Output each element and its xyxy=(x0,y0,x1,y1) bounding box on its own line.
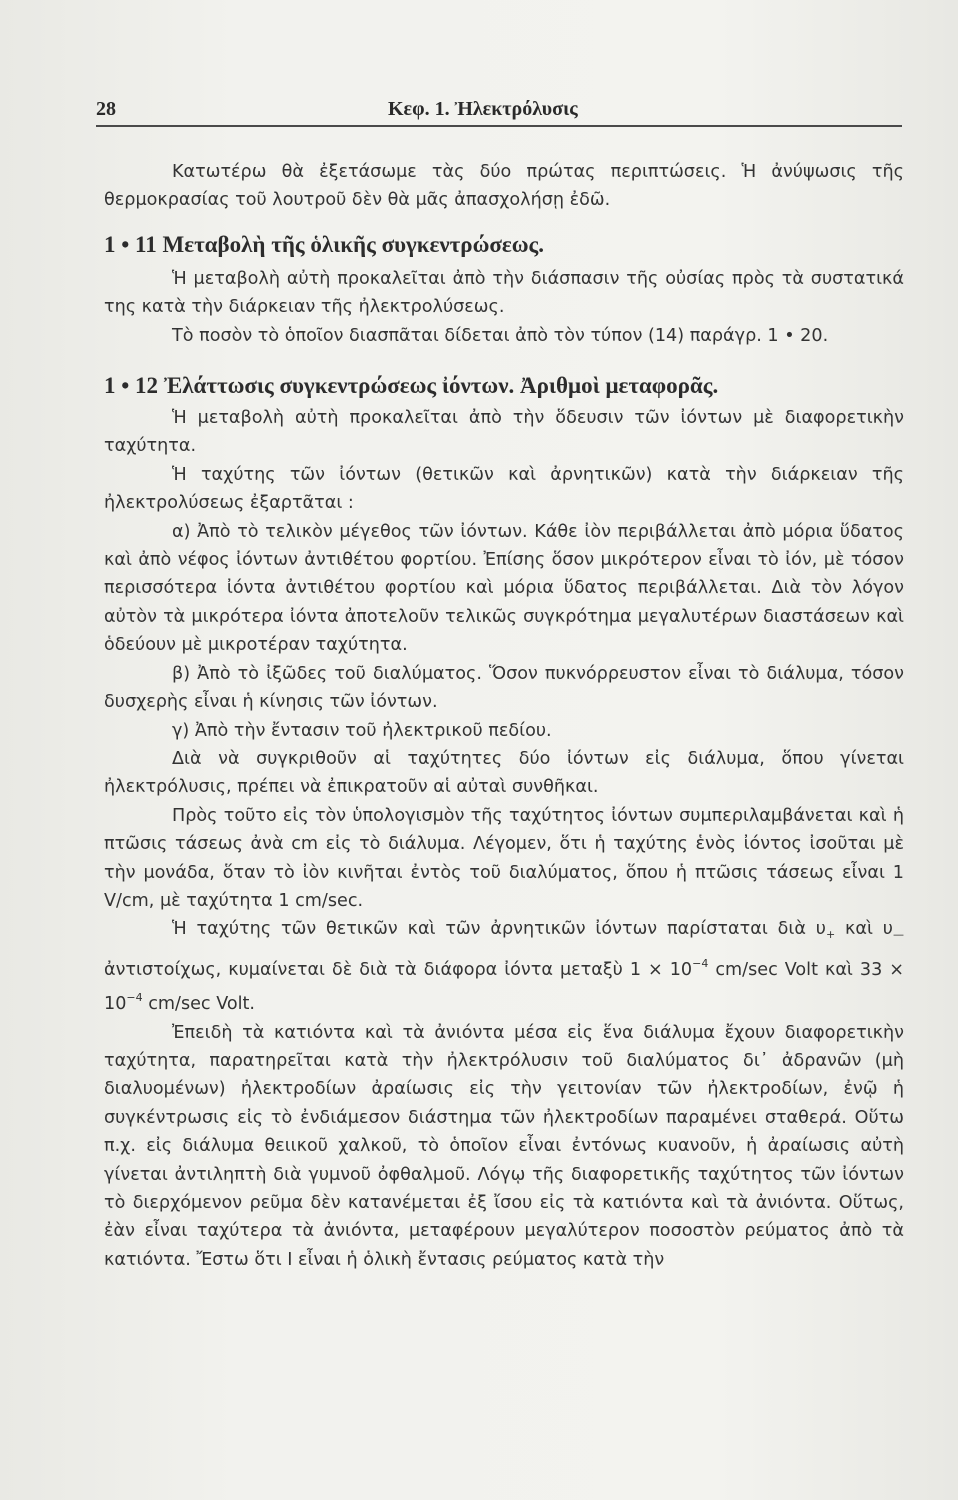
text-run: Ἡ ταχύτης τῶν θετικῶν καὶ τῶν ἀρνητικῶν ἰόντων παρίσταται διὰ υ xyxy=(172,919,826,940)
header-rule xyxy=(96,125,902,127)
section-number: 1 • 12 xyxy=(104,373,159,399)
paragraph: Ἡ ταχύτης τῶν ἰόντων (θετικῶν καὶ ἀρνητικῶν) κατὰ τὴν διάρκειαν τῆς ἠλεκτρολύσεως ἐξαρτᾶται : xyxy=(104,464,904,514)
section-heading-1-11 xyxy=(104,227,904,263)
section-heading-1-12 xyxy=(104,368,904,404)
paragraph: Ἡ μεταβολὴ αὐτὴ προκαλεῖται ἀπὸ τὴν διάσπασιν τῆς οὐσίας πρὸς τὰ συστατικά της κατὰ τὴν διάρκειαν τῆς ἠλεκτρολύσεως. xyxy=(104,268,904,318)
text-run: cm/sec Volt. xyxy=(142,994,256,1015)
list-item-alpha: α) Ἀπὸ τὸ τελικὸν μέγεθος τῶν ἰόντων. Κάθε ἰὸν περιβάλλεται ἀπὸ μόρια ὕδατος καὶ ἀπὸ νέφος ἰόντων ἀντιθέτου φορτίου. Ἐπίσης ὅσον μικρότερον εἶναι τὸ ἰόν, μὲ τόσον περισσότερα ἰόντα ἀντιθέτου φορτίου καὶ μόρια ὕδατος περιβάλλεται. Διὰ τὸν λόγον αὐτὸν τὰ μικρότερα ἰόντα ἀποτελοῦν τελικῶς συγκρότημα μεγαλυτέρων διαστάσεων καὶ ὁδεύουν μὲ μικροτέραν ταχύτητα. xyxy=(104,521,904,656)
text-run: καὶ υ xyxy=(835,919,893,940)
paragraph: Διὰ νὰ συγκριθοῦν αἱ ταχύτητες δύο ἰόντων εἰς διάλυμα, ὅπου γίνεται ἠλεκτρόλυσις, πρέπει νὰ ἐπικρατοῦν αἱ αὐταὶ συνθῆκαι. xyxy=(104,748,904,798)
section-title: Μεταβολὴ τῆς ὁλικῆς συγκεντρώσεως. xyxy=(162,231,544,257)
text-run: ἀντιστοίχως, κυμαίνεται δὲ διὰ τὰ διάφορα ἰόντα μεταξὺ 1 × 10 xyxy=(104,959,693,980)
page-body xyxy=(104,158,904,1274)
paragraph: Πρὸς τοῦτο εἰς τὸν ὑπολογισμὸν τῆς ταχύτητος ἰόντων συμπεριλαμβάνεται καὶ ἡ πτῶσις τάσεως ἀνὰ cm εἰς τὸ διάλυμα. Λέγομεν, ὅτι ἡ ταχύτης ἑνὸς ἰόντος ἰσοῦται μὲ τὴν μονάδα, ὅταν τὸ ἰὸν κινῆται ἐντὸς τοῦ διαλύματος, ὅπου ἡ πτῶσις τάσεως εἶναι 1 V/cm, μὲ ταχύτητα 1 cm/sec. xyxy=(104,805,904,911)
paragraph-velocities xyxy=(104,915,904,1018)
paragraph-intro: Κατωτέρω θὰ ἐξετάσωμε τὰς δύο πρώτας περιπτώσεις. Ἡ ἀνύψωσις τῆς θερμοκρασίας τοῦ λουτροῦ δὲν θὰ μᾶς ἀπασχολήσῃ ἐδῶ. xyxy=(104,162,904,211)
exponent: −4 xyxy=(692,956,709,970)
exponent: −4 xyxy=(126,991,143,1005)
page-number: 28 xyxy=(96,98,116,120)
subscript-minus: — xyxy=(892,928,904,942)
section-title: Ἐλάττωσις συγκεντρώσεως ἰόντων. Ἀριθμοὶ μεταφορᾶς. xyxy=(163,373,719,399)
subscript-plus: + xyxy=(825,928,836,942)
paragraph: Ἐπειδὴ τὰ κατιόντα καὶ τὰ ἀνιόντα μέσα εἰς ἕνα διάλυμα ἔχουν διαφορετικὴν ταχύτητα, παρατηρεῖται κατὰ τὴν ἠλεκτρόλυσιν τοῦ διαλύματος δι᾽ ἀδρανῶν (μὴ διαλυομένων) ἠλεκτροδίων ἀραίωσις εἰς τὴν γειτονίαν τῶν ἠλεκτροδίων, ἐνῷ ἡ συγκέντρωσις εἰς τὸ ἐνδιάμεσον διάστημα τῶν ἠλεκτροδίων παραμένει σταθερά. Οὕτω π.χ. εἰς διάλυμα θειικοῦ χαλκοῦ, τὸ ὁποῖον εἶναι ἐντόνως κυανοῦν, ἡ ἀραίωσις αὐτὴ γίνεται ἀντιληπτὴ διὰ γυμνοῦ ὀφθαλμοῦ. Λόγῳ τῆς διαφορετικῆς ταχύτητος τῶν ἰόντων τὸ διερχόμενον ρεῦμα δὲν κατανέμεται ἐξ ἴσου εἰς τὰ κατιόντα καὶ τὰ ἀνιόντα. Οὕτως, ἐὰν εἶναι ταχύτερα τὰ ἀνιόντα, μεταφέρουν μεγαλύτερον ποσοστὸν ρεύματος ἀπὸ τὰ κατιόντα. Ἔστω ὅτι I εἶναι ἡ ὁλικὴ ἔντασις ρεύματος κατὰ τὴν xyxy=(104,1022,904,1270)
list-item-gamma: γ) Ἀπὸ τὴν ἔντασιν τοῦ ἠλεκτρικοῦ πεδίου. xyxy=(172,720,552,741)
paragraph: Τὸ ποσὸν τὸ ὁποῖον διασπᾶται δίδεται ἀπὸ τὸν τύπον (14) παράγρ. 1 • 20. xyxy=(172,325,829,346)
text-run: cm/sec Volt καὶ 33 × 10 xyxy=(104,959,904,1015)
list-item-beta: β) Ἀπὸ τὸ ἰξῶδες τοῦ διαλύματος. Ὅσον πυκνόρρευστον εἶναι τὸ διάλυμα, τόσον δυσχερὴς εἶναι ἡ κίνησις τῶν ἰόντων. xyxy=(104,663,904,713)
running-title: Κεφ. 1. Ἠλεκτρόλυσις xyxy=(388,98,578,120)
paragraph: Ἡ μεταβολὴ αὐτὴ προκαλεῖται ἀπὸ τὴν ὅδευσιν τῶν ἰόντων μὲ διαφορετικὴν ταχύτητα. xyxy=(104,408,904,457)
section-number: 1 • 11 xyxy=(104,231,157,257)
page-header xyxy=(96,94,901,126)
